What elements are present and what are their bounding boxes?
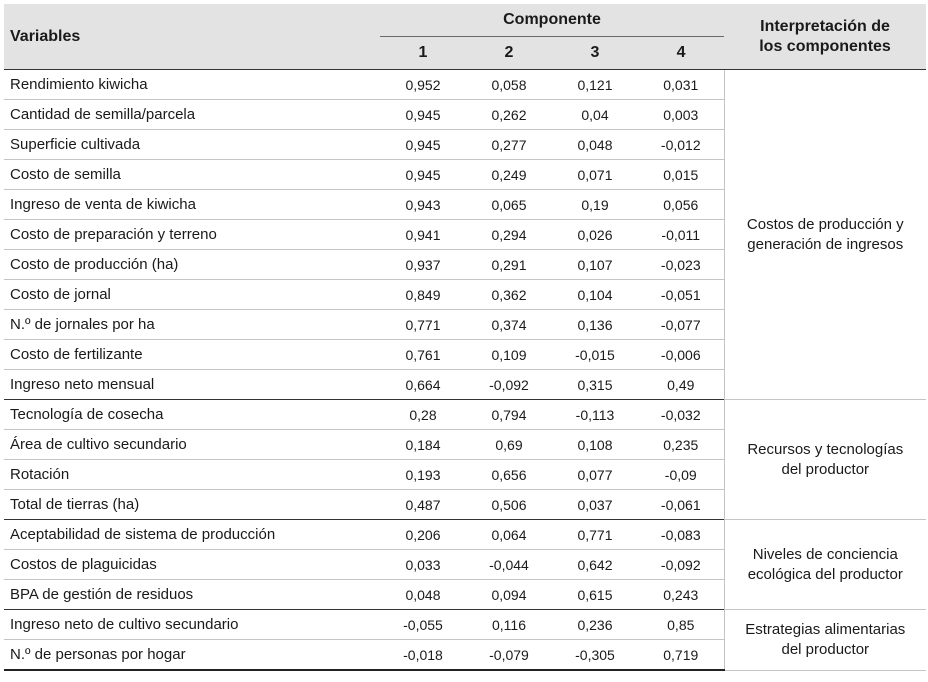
variable-name: Superficie cultivada	[4, 130, 380, 160]
loading-component-4: -0,092	[638, 550, 724, 580]
variable-name: Costo de jornal	[4, 280, 380, 310]
loading-component-2: 0,262	[466, 100, 552, 130]
interpretation-header-line1: Interpretación de	[760, 17, 890, 35]
table-row	[4, 400, 926, 430]
variables-header: Variables	[4, 4, 380, 70]
loading-component-3: 0,071	[552, 160, 638, 190]
loading-component-1: 0,487	[380, 490, 466, 520]
variable-name: N.º de personas por hogar	[4, 640, 380, 671]
variable-name: BPA de gestión de residuos	[4, 580, 380, 610]
variable-name: Costos de plaguicidas	[4, 550, 380, 580]
loading-component-2: 0,065	[466, 190, 552, 220]
variable-name: Ingreso neto mensual	[4, 370, 380, 400]
variable-name: Rotación	[4, 460, 380, 490]
variable-name: Cantidad de semilla/parcela	[4, 100, 380, 130]
loading-component-2: -0,044	[466, 550, 552, 580]
table-body	[4, 70, 926, 671]
loading-component-3: 0,048	[552, 130, 638, 160]
variable-name: Costo de semilla	[4, 160, 380, 190]
loading-component-3: 0,315	[552, 370, 638, 400]
loading-component-2: -0,092	[466, 370, 552, 400]
loading-component-1: 0,952	[380, 70, 466, 100]
loading-component-3: -0,305	[552, 640, 638, 671]
loading-component-4: -0,011	[638, 220, 724, 250]
variable-name: Costo de preparación y terreno	[4, 220, 380, 250]
loading-component-1: 0,771	[380, 310, 466, 340]
loading-component-1: 0,184	[380, 430, 466, 460]
loading-component-3: 0,136	[552, 310, 638, 340]
loading-component-2: 0,064	[466, 520, 552, 550]
loading-component-4: -0,023	[638, 250, 724, 280]
interpretation-line2: ecológica del productor	[747, 565, 903, 583]
loading-component-1: 0,193	[380, 460, 466, 490]
loading-component-1: 0,28	[380, 400, 466, 430]
loading-component-4: 0,85	[638, 610, 724, 640]
loading-component-2: 0,794	[466, 400, 552, 430]
loading-component-3: 0,026	[552, 220, 638, 250]
loading-component-4: -0,051	[638, 280, 724, 310]
loading-component-3: -0,113	[552, 400, 638, 430]
loading-component-2: 0,656	[466, 460, 552, 490]
loading-component-1: 0,206	[380, 520, 466, 550]
loading-component-3: 0,107	[552, 250, 638, 280]
loading-component-3: 0,04	[552, 100, 638, 130]
loading-component-4: 0,235	[638, 430, 724, 460]
loading-component-4: 0,719	[638, 640, 724, 671]
loading-component-4: 0,015	[638, 160, 724, 190]
table-row	[4, 70, 926, 100]
variable-name: Total de tierras (ha)	[4, 490, 380, 520]
loading-component-2: 0,094	[466, 580, 552, 610]
loading-component-1: 0,937	[380, 250, 466, 280]
loading-component-4: -0,061	[638, 490, 724, 520]
variable-name: Costo de fertilizante	[4, 340, 380, 370]
loading-component-2: -0,079	[466, 640, 552, 671]
loading-component-4: 0,031	[638, 70, 724, 100]
loading-component-1: 0,761	[380, 340, 466, 370]
loading-component-3: 0,104	[552, 280, 638, 310]
loading-component-3: 0,236	[552, 610, 638, 640]
variable-name: N.º de jornales por ha	[4, 310, 380, 340]
interpretation-line1: Estrategias alimentarias	[745, 620, 906, 638]
component-interpretation	[724, 70, 926, 400]
component-4-header: 4	[638, 37, 724, 70]
loading-component-2: 0,109	[466, 340, 552, 370]
loading-component-3: 0,771	[552, 520, 638, 550]
variable-name: Costo de producción (ha)	[4, 250, 380, 280]
component-loadings-table	[4, 4, 926, 671]
loading-component-2: 0,058	[466, 70, 552, 100]
loading-component-2: 0,291	[466, 250, 552, 280]
loading-component-3: 0,037	[552, 490, 638, 520]
loading-component-1: 0,849	[380, 280, 466, 310]
interpretation-line2: del productor	[781, 640, 870, 658]
loading-component-4: -0,032	[638, 400, 724, 430]
loading-component-1: 0,048	[380, 580, 466, 610]
loading-component-2: 0,506	[466, 490, 552, 520]
variable-name: Ingreso neto de cultivo secundario	[4, 610, 380, 640]
loading-component-3: 0,108	[552, 430, 638, 460]
interpretation-line2: del productor	[781, 460, 870, 478]
loading-component-2: 0,116	[466, 610, 552, 640]
loading-component-1: 0,945	[380, 160, 466, 190]
loading-component-4: -0,083	[638, 520, 724, 550]
loading-component-1: 0,945	[380, 100, 466, 130]
loading-component-3: 0,19	[552, 190, 638, 220]
variable-name: Rendimiento kiwicha	[4, 70, 380, 100]
component-interpretation	[724, 610, 926, 671]
loading-component-1: -0,018	[380, 640, 466, 671]
interpretation-line2: generación de ingresos	[747, 235, 904, 253]
loading-component-2: 0,249	[466, 160, 552, 190]
component-interpretation	[724, 400, 926, 520]
loading-component-4: 0,056	[638, 190, 724, 220]
loading-component-3: 0,077	[552, 460, 638, 490]
loading-component-2: 0,374	[466, 310, 552, 340]
interpretation-line1: Niveles de conciencia	[752, 545, 898, 563]
table-header	[4, 4, 926, 70]
loading-component-4: -0,09	[638, 460, 724, 490]
variable-name: Tecnología de cosecha	[4, 400, 380, 430]
component-1-header: 1	[380, 37, 466, 70]
loading-component-3: 0,121	[552, 70, 638, 100]
loading-component-4: 0,003	[638, 100, 724, 130]
loading-component-4: -0,006	[638, 340, 724, 370]
loading-component-3: 0,615	[552, 580, 638, 610]
interpretation-line1: Recursos y tecnologías	[747, 440, 904, 458]
interpretation-header-line2: los componentes	[759, 37, 891, 55]
variable-name: Aceptabilidad de sistema de producción	[4, 520, 380, 550]
component-interpretation	[724, 520, 926, 610]
loading-component-3: 0,642	[552, 550, 638, 580]
interpretation-header	[724, 4, 926, 70]
loading-component-1: 0,664	[380, 370, 466, 400]
loading-component-2: 0,69	[466, 430, 552, 460]
loading-component-1: 0,943	[380, 190, 466, 220]
variable-name: Ingreso de venta de kiwicha	[4, 190, 380, 220]
variable-name: Área de cultivo secundario	[4, 430, 380, 460]
loading-component-4: -0,012	[638, 130, 724, 160]
loading-component-1: -0,055	[380, 610, 466, 640]
component-2-header: 2	[466, 37, 552, 70]
loading-component-3: -0,015	[552, 340, 638, 370]
loading-component-4: 0,243	[638, 580, 724, 610]
component-3-header: 3	[552, 37, 638, 70]
componente-header: Componente	[380, 4, 724, 37]
loading-component-2: 0,277	[466, 130, 552, 160]
loading-component-4: 0,49	[638, 370, 724, 400]
loading-component-4: -0,077	[638, 310, 724, 340]
interpretation-line1: Costos de producción y	[746, 215, 904, 233]
table-row	[4, 520, 926, 550]
loading-component-2: 0,294	[466, 220, 552, 250]
loading-component-1: 0,945	[380, 130, 466, 160]
table-row	[4, 610, 926, 640]
loading-component-1: 0,941	[380, 220, 466, 250]
loading-component-1: 0,033	[380, 550, 466, 580]
loading-component-2: 0,362	[466, 280, 552, 310]
